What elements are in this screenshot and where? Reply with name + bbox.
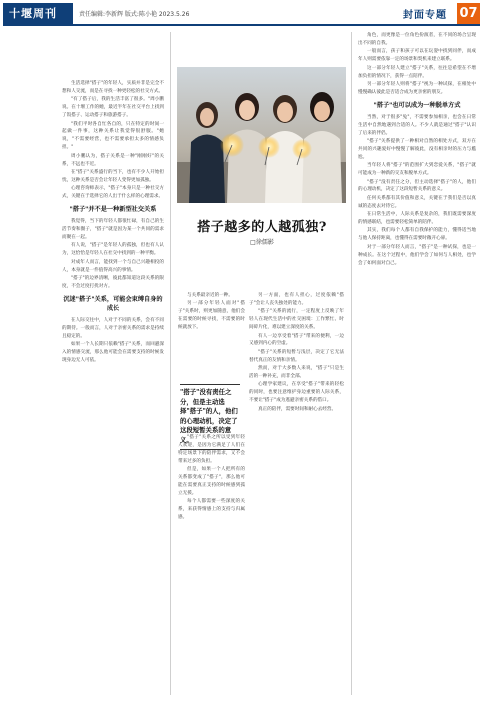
subheading: "搭子"也可以成为一种脱单方式 [373, 101, 461, 109]
paragraph: 角色，而更像是一位角色扮演者，在不同的场合呈现出不同的自我。 [358, 33, 476, 46]
article-headline: 搭子越多的人越孤独? [197, 220, 327, 235]
page-number: 07 [457, 3, 480, 24]
column-2a [178, 292, 245, 384]
paragraph: 对于一部分年轻人而言，"搭子"是一种试探，也是一种成长。在这个过程中，他们学会了如何与人相处，也学会了如何面对自己。 [358, 244, 476, 266]
column-2 [249, 292, 344, 695]
paragraph: 当年轻人将"搭子"的范围扩大到恋爱关系，"搭子"就可能成为一种新的交友和脱单方式。 [358, 163, 476, 177]
paragraph: 生活选择"搭子"的年轻人，实质并非是完全不想和人交流，而是在寻找一种更轻松的社交方式。 [62, 81, 164, 94]
column-3 [358, 32, 476, 695]
paragraph: 在人际交往中，人对于不同的关系，会有不同的期待。一般而言，人对于亲密关系的需求是持续且稳定的。 [62, 317, 164, 339]
four-women-sparklers-photo [177, 67, 346, 203]
section-title: 封面专题 [403, 10, 447, 21]
paragraph: 心理咨询师表示，"搭子"本身只是一种社交方式，关键在于选择它的人出于什么样的心理需求。 [62, 186, 164, 200]
paragraph: 但是，如果一个人把所有的关系都变成了"搭子"，那么他可能在需要真正支持的时候感到孤立无援。 [178, 467, 245, 496]
paragraph: 一般而言，孩子和孩子可以在玩耍中找到同伴，而成年人则需要依靠一定的场景和契机来建立联系。 [358, 49, 476, 63]
paragraph: "搭子"没有责任之分，但主动选择"搭子"的人，他们的心理动机，决定了这段短暂关系的意义。 [358, 179, 476, 193]
paragraph: "有了搭子后，我的生活丰富了很多。"周小鹏说。在十堰工作的她，最近半年在社交平台上找到了饭搭子、运动搭子和旅游搭子。 [62, 97, 164, 119]
paragraph: 对成年人而言，能找到一个与自己兴趣相投的人，本身就是一件值得高兴的事情。 [62, 259, 164, 273]
paragraph: 另一部分年轻人则将"搭子"视为一种试探，在相处中慢慢确认彼此是否适合成为更亲密的朋友。 [358, 81, 476, 95]
paragraph: 有人说，"搭子"是年轻人的孤独，但也有人认为，这恰恰是年轻人在社交中找到的一种平衡。 [62, 243, 164, 257]
paragraph: "搭子"关系的短暂与浅层，决定了它无法替代真正的友情和亲情。 [249, 349, 344, 363]
paragraph: "搭子"关系提供了一种相对自然的相处方式，双方在共同的兴趣爱好中慢慢了解彼此，没有相亲时的压力与尴尬。 [358, 138, 476, 160]
paragraph: 这一部分年轻人建立"搭子"关系，往往是希望在不增加负担的情况下，获得一点陪伴。 [358, 65, 476, 79]
paragraph: 然而，对于大多数人来说，"搭子"只是生活的一种补充，而非全部。 [249, 366, 344, 380]
paragraph: 其实，我们每个人都有自我保护的能力，懂得适当地与他人保持距离，也懂得在需要时敞开心扉。 [358, 228, 476, 242]
paragraph: 周小鹏认为，搭子关系是一种"刚刚好"的关系，不远也不近。 [62, 153, 164, 167]
paragraph: "搭子"关系的流行，一定程度上反映了年轻人在现代生活中的社交困境：工作繁忙、时间碎片化，难以建立深度的关系。 [249, 309, 344, 331]
editors-line: 责任编辑:李新辉 版式:陈小艳 2023.5.26 [79, 11, 190, 18]
paragraph: 另一部分年轻人面对"搭子"关系时，则更加随意，他们会在需要的时候寻找，不需要的时候就放下。 [178, 301, 245, 331]
subheading: 沉迷"搭子"关系，可能会束缚自身的成长 [63, 295, 163, 312]
paragraph: 当然，对于很多"兔"，不需要参加相亲，也会在日常生活中自然地遇到合适的人。不少人就是通过"搭子"认识了后来的伴侣。 [358, 114, 476, 136]
paragraph: 我觉得，当下的年轻人都很忙碌，有自己的生活节奏和圈子，"搭子"就是因为某一个共同的需求而聚在一起。 [62, 219, 164, 240]
page-header [3, 3, 480, 26]
paragraph: 每个人都需要一些深度的关系，来获得情感上的支持与归属感。 [178, 499, 245, 521]
paragraph: 在"搭子"关系盛行的当下，也有不少人开始担忧，这种关系是否会让年轻人变得更加孤独。 [62, 169, 164, 183]
masthead: 十堰周刊 [3, 3, 73, 24]
paragraph: "我们平时各自忙各自的，只在特定的时间一起做一件事，这种关系让我觉得很舒服。"她说，"不需要经营，也不需要承担太多的情感负担。" [62, 121, 164, 151]
column-divider [351, 32, 352, 695]
paragraph: 如果一个人长期只依赖"搭子"关系，而回避深入的情感交流，那么他可能会在需要支持的时候发现身边无人可依。 [62, 341, 164, 363]
paragraph: 任何关系都有其价值和意义，关键在于我们是否以真诚的态度去对待它。 [358, 195, 476, 209]
paragraph: 真正的陪伴，需要时间和耐心去经营。 [258, 406, 337, 412]
article-byline: □徐儒影 [250, 239, 274, 246]
cover-photo [177, 67, 346, 203]
column-1 [62, 80, 164, 695]
pull-quote: "搭子"没有责任之分，但是主动选择"搭子"的人，他们的心理动机，决定了这段短暂关系的意义。 [180, 384, 240, 450]
paragraph: 在日常生活中，人际关系是复杂的，我们既需要深度的情感联结，也需要轻松简单的陪伴。 [358, 212, 476, 226]
paragraph: 有人一边享受着"搭子"带来的便利，一边又感到内心的空虚。 [249, 333, 344, 347]
column-2b [178, 434, 245, 694]
paragraph: 与关系最亲近的一种。 [187, 293, 233, 298]
column-divider [170, 32, 171, 695]
paragraph: 心理学家建议，在享受"搭子"带来的轻松的同时，也要注意维护身边重要的人际关系，不要让"搭子"成为逃避亲密关系的借口。 [249, 382, 344, 404]
paragraph: "搭子"关系之所以受到年轻人欢迎，是因为它满足了人们在特定场景下的陪伴需求，又不会带来过多的负担。 [178, 435, 245, 464]
subheading: "搭子"并不是一种新型社交关系 [69, 206, 157, 214]
paragraph: "搭子"的边界清晰，彼此都知道这段关系的限度，不会过度打扰对方。 [62, 275, 164, 289]
paragraph: 另一方面，也有人担心，过度依赖"搭子"会让人丧失独处的能力。 [249, 293, 344, 306]
